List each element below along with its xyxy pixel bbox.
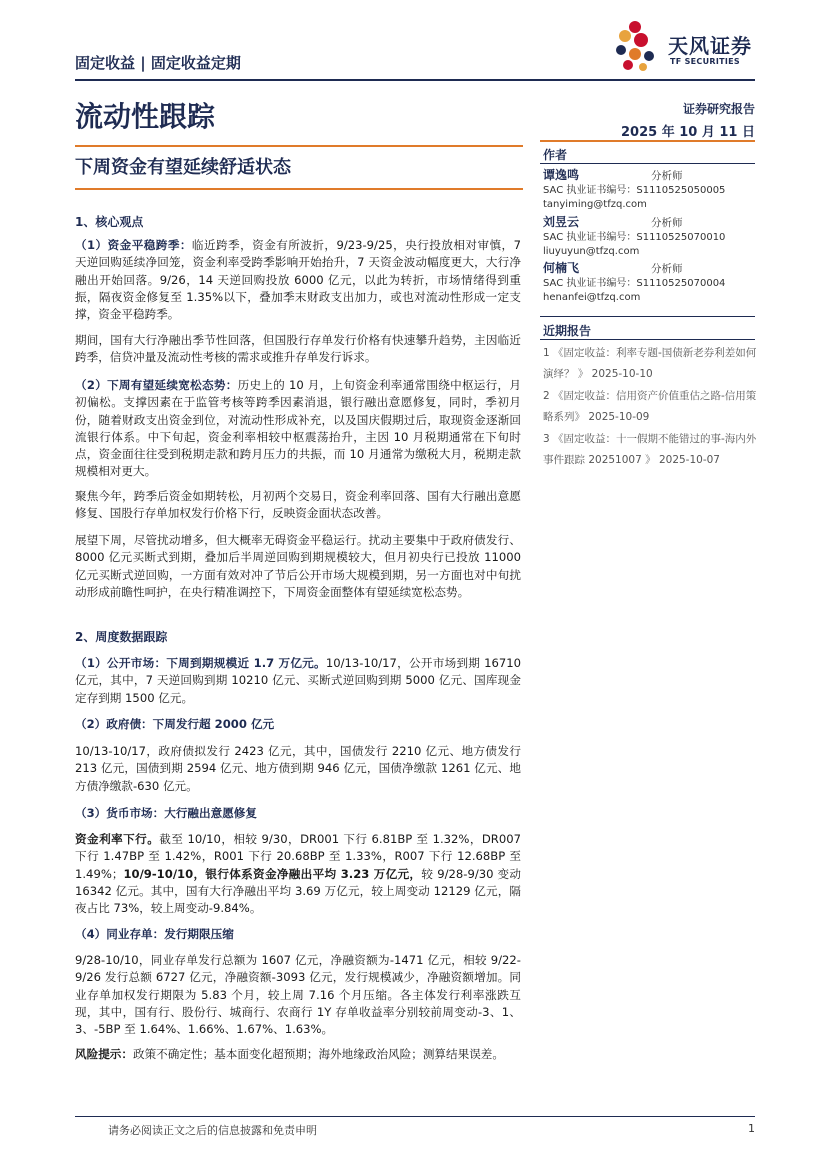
- paragraph-lead: （1）公开市场：下周到期规模近 1.7 万亿元。: [75, 656, 326, 670]
- paragraph-emphasis: 10/9-10/10，银行体系资金净融出平均 3.23 万亿元，: [123, 866, 422, 881]
- brand-name: 天风证券: [668, 34, 752, 58]
- author-email[interactable]: liuyuyun@tfzq.com: [543, 246, 640, 257]
- author-cert: SAC 执业证书编号：S1110525050005: [543, 185, 726, 196]
- paragraph: 聚焦今年，跨季后资金如期转松，月初两个交易日，资金利率回落、国有大行融出意愿修复、国股行存单加权发行价格下行，反映资金面状态改善。: [75, 489, 521, 521]
- recent-report-item[interactable]: 3 《固定收益：十一假期不能错过的事-海内外事件跟踪 20251007 》 2025-10-07: [543, 433, 757, 466]
- author-email[interactable]: henanfei@tfzq.com: [543, 292, 641, 303]
- authors-heading: 作者: [543, 148, 568, 162]
- author-cert: SAC 执业证书编号：S1110525070004: [543, 278, 726, 289]
- section-heading: 2、周度数据跟踪: [75, 630, 168, 644]
- author-card: [543, 261, 758, 305]
- subsection-heading: （4）同业存单：发行期限压缩: [75, 927, 234, 941]
- author-card: [543, 168, 758, 212]
- paragraph-lead: 资金利率下行。: [75, 832, 160, 846]
- paragraph: 期间，国有大行净融出季节性回落，但国股行存单发行价格有快速攀升趋势，主因临近跨季，信贷冲量及流动性考核的需求或推升存单发行诉求。: [75, 333, 521, 365]
- paragraph-body: 截至 10/10，相较 9/30，DR001 下行 6.81BP 至 1.32%，DR007 下行 1.47BP 至 1.42%，R001 下行 20.68BP 至 1.33%，R007 下行 12.68BP 至 1.49%；: [75, 832, 521, 881]
- author-role: 分析师: [651, 217, 683, 229]
- author-role: 分析师: [651, 263, 683, 275]
- risk-warning: [75, 1046, 521, 1063]
- recent-report-item[interactable]: 1 《固定收益：利率专题-国债新老券利差如何演绎？ 》 2025-10-10: [543, 347, 757, 380]
- paragraph-body: 历史上的 10 月，上旬资金利率通常围绕中枢运行，月初偏松。支撑因素在于监管考核等跨季因素消退，银行融出意愿修复，同时，季初月份，随着财政支出资金到位，对流动性形成补充，以及国庆假期过后，取现资金逐渐回流银行体系。中下旬起，资金利率相较中枢震荡抬升，主因 10 月税期通常在下旬时点，资金面往往受到税期走款和跨月压力的共振，而 10 月通常为缴税大月，税期走款规模相对更大。: [75, 378, 521, 479]
- section-heading: 1、核心观点: [75, 215, 144, 229]
- recent-heading: 近期报告: [543, 324, 592, 338]
- risk-lead: 风险提示：: [75, 1047, 133, 1061]
- recent-report-item[interactable]: 2 《固定收益：信用资产价值重估之路-信用策略系列》 2025-10-09: [543, 390, 757, 423]
- author-card: [543, 215, 758, 259]
- paragraph-body: 10/13-10/17，公开市场到期 16710 亿元，其中，7 天逆回购到期 10210 亿元、买断式逆回购到期 5000 亿元、国库现金定存到期 1500 亿元。: [75, 656, 521, 705]
- sidebar-divider: [540, 140, 755, 142]
- report-category: 固定收益 | 固定收益定期: [75, 54, 241, 72]
- paragraph: [75, 237, 521, 323]
- risk-body: 政策不确定性；基本面变化超预期；海外地缘政治风险；测算结果误差。: [132, 1047, 504, 1061]
- report-type: 证券研究报告: [682, 102, 755, 116]
- paragraph-lead: （1）资金平稳跨季：: [75, 238, 192, 252]
- report-date: 2025 年 10 月 11 日: [621, 125, 755, 140]
- recent-divider: [540, 339, 755, 340]
- paragraph: [75, 831, 521, 917]
- author-name: 何楠飞: [543, 261, 580, 275]
- subsection-heading: （2）政府债：下周发行超 2000 亿元: [75, 717, 275, 731]
- recent-divider-top: [540, 316, 755, 317]
- paragraph-lead: （2）下周有望延续宽松态势：: [75, 378, 238, 392]
- subsection-heading: （3）货币市场：大行融出意愿修复: [75, 806, 257, 820]
- paragraph: 展望下周，尽管扰动增多，但大概率无碍资金平稳运行。扰动主要集中于政府债发行、8000 亿元买断式到期，叠加后半周逆回购到期规模较大，但月初央行已投放 11000 亿元买断式逆回购，一方面有效对冲了节后公开市场大规模到期，另一方面也对中旬扰动形成前瞻性呵护，在央行精准调控下，下周资金面整体有望延续宽松态势。: [75, 533, 521, 599]
- author-cert: SAC 执业证书编号：S1110525070010: [543, 232, 726, 243]
- title-divider: [75, 145, 523, 147]
- author-email[interactable]: tanyiming@tfzq.com: [543, 199, 647, 210]
- author-role: 分析师: [651, 170, 683, 182]
- subtitle-divider: [75, 188, 523, 190]
- page-title: 流动性跟踪: [75, 100, 216, 133]
- author-name: 谭逸鸣: [543, 168, 580, 182]
- header-divider: [75, 79, 755, 81]
- paragraph-body: 临近跨季，资金有所波折，9/23-9/25，央行投放相对审慎，7 天逆回购延续净回笼，资金利率受跨季影响开始抬升，7 天资金波动幅度更大，大行净融出开始回落。9/26，14 天逆回购投放 6000 亿元，以此为转折，市场情绪得到重振，隔夜资金修复至 1.35%以下，叠加季末财政支出加力，或也对流动性形成一定支撑，资金平稳跨季。: [75, 238, 521, 322]
- author-name: 刘昱云: [543, 215, 580, 229]
- paragraph: 10/13-10/17，政府债拟发行 2423 亿元，其中，国债发行 2210 亿元、地方债发行 213 亿元，国债到期 2594 亿元、地方债到期 946 亿元，国债净缴款 1261 亿元、地方债净缴款-630 亿元。: [75, 744, 521, 793]
- footer-disclaimer: 请务必阅读正文之后的信息披露和免责申明: [108, 1124, 317, 1137]
- paragraph: 9/28-10/10，同业存单发行总额为 1607 亿元，净融资额为-1471 亿元，相较 9/22-9/26 发行总额 6727 亿元，净融资额-3093 亿元，发行规模减少，净融资额增加。同业存单加权发行期限为 5.83 个月，较上周 7.16 个月压缩。各主体发行利率涨跌互现，其中，国有行、股份行、城商行、农商行 1Y 存单收益率分别较前周变动-3、1、3、-5BP 至 1.64%、1.66%、1.67%、1.63%。: [75, 953, 521, 1037]
- paragraph-body: 较 9/28-9/30 变动 16342 亿元。其中，国有大行净融出平均 3.69 万亿元，较上周变动 12129 亿元，隔夜占比 73%，较上周变动-9.84%。: [75, 866, 522, 916]
- paragraph: [75, 377, 521, 481]
- report-subtitle: 下周资金有望延续舒适状态: [75, 157, 291, 178]
- page-number: 1: [748, 1122, 755, 1135]
- authors-divider: [540, 163, 755, 164]
- paragraph: [75, 655, 521, 707]
- footer-divider: [75, 1116, 755, 1117]
- brand-name-en: TF SECURITIES: [670, 57, 740, 66]
